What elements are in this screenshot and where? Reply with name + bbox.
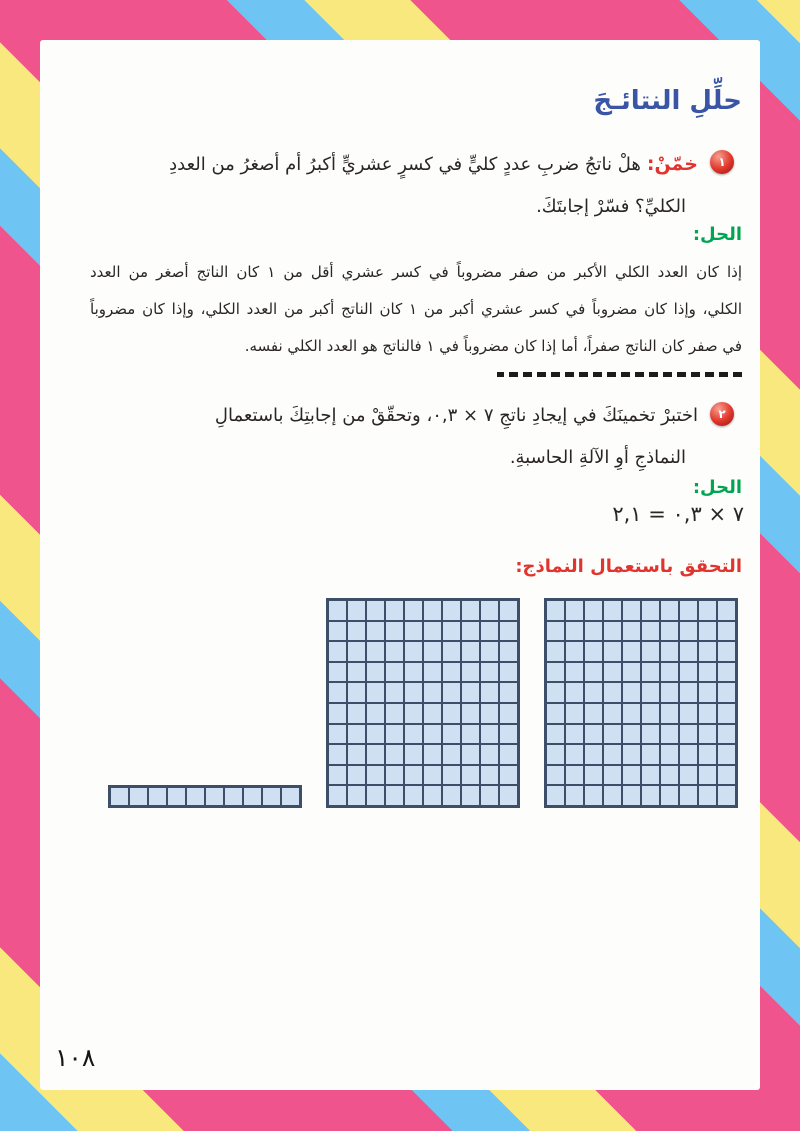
grid-cell bbox=[660, 785, 679, 806]
grid-cell bbox=[679, 641, 698, 662]
grid-cell bbox=[347, 785, 366, 806]
grid-cell bbox=[660, 703, 679, 724]
grid-cell bbox=[328, 744, 347, 765]
grid-cell bbox=[584, 765, 603, 786]
grid-cell bbox=[461, 703, 480, 724]
grid-cell bbox=[385, 744, 404, 765]
grid-cell bbox=[328, 703, 347, 724]
grid-cell bbox=[565, 765, 584, 786]
grid-cell bbox=[641, 621, 660, 642]
grid-cell bbox=[546, 621, 565, 642]
grid-cell bbox=[404, 641, 423, 662]
grid-cell bbox=[347, 662, 366, 683]
grid-cell bbox=[423, 641, 442, 662]
grid-cell bbox=[366, 641, 385, 662]
grid-cell bbox=[366, 703, 385, 724]
grid-cell bbox=[660, 621, 679, 642]
grid-cell bbox=[717, 703, 736, 724]
grid-cell bbox=[262, 787, 281, 806]
grid-cell bbox=[679, 744, 698, 765]
section-heading: حلِّلِ النتائـجَ bbox=[593, 86, 742, 116]
multiplication-equation: ٧ × ٠,٣ = ٢,١ bbox=[612, 502, 744, 526]
grid-cell bbox=[641, 785, 660, 806]
grid-cell bbox=[679, 785, 698, 806]
grid-cell bbox=[328, 641, 347, 662]
grid-cell bbox=[385, 703, 404, 724]
grid-cell bbox=[404, 724, 423, 745]
grid-cell bbox=[679, 600, 698, 621]
grid-cell bbox=[385, 765, 404, 786]
grid-cell bbox=[499, 641, 518, 662]
grid-cell bbox=[442, 662, 461, 683]
grid-cell bbox=[442, 744, 461, 765]
question-2-line-2: النماذجِ أوِ الآلةِ الحاسبةِ. bbox=[509, 447, 686, 468]
grid-cell bbox=[546, 641, 565, 662]
grid-cell bbox=[328, 785, 347, 806]
grid-cell bbox=[622, 785, 641, 806]
grid-cell bbox=[679, 765, 698, 786]
grid-cell bbox=[328, 621, 347, 642]
grid-cell bbox=[660, 641, 679, 662]
grid-cell bbox=[565, 744, 584, 765]
question-1-text: هلْ ناتجُ ضربِ عددٍ كليٍّ في كسرٍ عشريٍّ أكبرُ أم أصغرُ من العددِ bbox=[169, 154, 641, 175]
grid-cell bbox=[461, 621, 480, 642]
grid-cell bbox=[423, 744, 442, 765]
grid-cell bbox=[461, 765, 480, 786]
grid-cell bbox=[404, 765, 423, 786]
grid-cell bbox=[660, 744, 679, 765]
grid-cell bbox=[423, 785, 442, 806]
grid-cell bbox=[584, 662, 603, 683]
question-1 bbox=[80, 143, 742, 228]
grid-cell bbox=[660, 724, 679, 745]
grid-cell bbox=[698, 703, 717, 724]
grid-cell bbox=[584, 621, 603, 642]
grid-cell bbox=[499, 765, 518, 786]
grid-cell bbox=[698, 682, 717, 703]
grid-cell bbox=[641, 600, 660, 621]
grid-cell bbox=[622, 703, 641, 724]
grid-cell bbox=[423, 765, 442, 786]
grid-cell bbox=[622, 662, 641, 683]
grid-cell bbox=[480, 744, 499, 765]
grid-cell bbox=[480, 682, 499, 703]
question-2-line-1: اختبرْ تخمينَكَ في إيجادِ ناتجِ ٧ × ٠,٣، وتحقّقْ من إجابتِكَ باستعمالِ bbox=[214, 405, 698, 426]
question-1-line-2: الكليِّ؟ فسّرْ إجابتَكَ. bbox=[536, 196, 686, 217]
grid-cell bbox=[347, 600, 366, 621]
grid-cell bbox=[698, 662, 717, 683]
grid-cell bbox=[347, 703, 366, 724]
grid-cell bbox=[385, 724, 404, 745]
grid-cell bbox=[565, 641, 584, 662]
page-number: ١٠٨ bbox=[55, 1043, 96, 1072]
grid-cell bbox=[347, 744, 366, 765]
solution-paragraph bbox=[90, 254, 742, 365]
dashed-separator bbox=[497, 372, 742, 377]
grid-cell bbox=[328, 682, 347, 703]
grid-cell bbox=[205, 787, 224, 806]
grid-cell bbox=[717, 744, 736, 765]
grid-cell bbox=[423, 600, 442, 621]
grid-cell bbox=[622, 621, 641, 642]
grid-cell bbox=[499, 724, 518, 745]
grid-cell bbox=[461, 744, 480, 765]
grid-cell bbox=[243, 787, 262, 806]
grid-cell bbox=[584, 703, 603, 724]
grid-cell bbox=[281, 787, 300, 806]
grid-cell bbox=[328, 662, 347, 683]
grid-cell bbox=[622, 724, 641, 745]
grid-cell bbox=[404, 662, 423, 683]
grid-cell bbox=[499, 662, 518, 683]
grid-cell bbox=[641, 641, 660, 662]
grid-cell bbox=[565, 662, 584, 683]
grid-cell bbox=[328, 765, 347, 786]
textbook-page bbox=[40, 40, 760, 1090]
grid-cell bbox=[584, 600, 603, 621]
grid-cell bbox=[603, 744, 622, 765]
grid-cell bbox=[565, 621, 584, 642]
grid-cell bbox=[603, 724, 622, 745]
grid-cell bbox=[385, 641, 404, 662]
grid-cell bbox=[698, 744, 717, 765]
grid-cell bbox=[698, 785, 717, 806]
grid-cell bbox=[366, 662, 385, 683]
grid-cell bbox=[461, 785, 480, 806]
grid-cell bbox=[480, 641, 499, 662]
grid-cell bbox=[404, 703, 423, 724]
grid-cell bbox=[603, 662, 622, 683]
grid-cell bbox=[546, 785, 565, 806]
grid-cell bbox=[423, 703, 442, 724]
grid-cell bbox=[461, 724, 480, 745]
grid-cell bbox=[461, 662, 480, 683]
grid-cell bbox=[546, 765, 565, 786]
grid-cell bbox=[546, 724, 565, 745]
grid-cell bbox=[385, 600, 404, 621]
grid-cell bbox=[565, 785, 584, 806]
grid-cell bbox=[679, 682, 698, 703]
grid-cell bbox=[480, 785, 499, 806]
grid-cell bbox=[404, 744, 423, 765]
grid-cell bbox=[385, 682, 404, 703]
grid-cell bbox=[366, 621, 385, 642]
grid-cell bbox=[565, 600, 584, 621]
grid-cell bbox=[584, 724, 603, 745]
grid-cell bbox=[423, 682, 442, 703]
paragraph-line-2: الكلي، وإذا كان مضروباً في كسر عشري أكبر من ١ كان الناتج أكبر من العدد الكلي، وإذا كان مضروباً bbox=[90, 300, 742, 318]
grid-cell bbox=[366, 744, 385, 765]
grid-cell bbox=[584, 641, 603, 662]
grid-cell bbox=[603, 621, 622, 642]
grid-cell bbox=[366, 724, 385, 745]
grid-cell bbox=[186, 787, 205, 806]
whole-grid-model-2 bbox=[326, 598, 520, 808]
grid-cell bbox=[442, 621, 461, 642]
question-2 bbox=[80, 395, 742, 479]
grid-cell bbox=[347, 724, 366, 745]
grid-cell bbox=[385, 662, 404, 683]
grid-cell bbox=[499, 682, 518, 703]
solution-label-1: الحل: bbox=[692, 224, 742, 245]
grid-cell bbox=[442, 600, 461, 621]
grid-cell bbox=[442, 724, 461, 745]
grid-cell bbox=[366, 600, 385, 621]
grid-cell bbox=[584, 785, 603, 806]
grid-cell bbox=[717, 621, 736, 642]
grid-cell bbox=[385, 785, 404, 806]
grid-cell bbox=[328, 600, 347, 621]
grid-cell bbox=[679, 662, 698, 683]
grid-cell bbox=[641, 682, 660, 703]
grid-cell bbox=[442, 703, 461, 724]
grid-cell bbox=[660, 662, 679, 683]
grid-cell bbox=[603, 641, 622, 662]
grid-cell bbox=[366, 682, 385, 703]
grid-cell bbox=[698, 621, 717, 642]
paragraph-line-1: إذا كان العدد الكلي الأكبر من صفر مضروباً في كسر عشري أقل من ١ كان الناتج أصغر من العدد bbox=[90, 263, 742, 281]
decimal-models-row bbox=[108, 598, 738, 808]
grid-cell bbox=[129, 787, 148, 806]
grid-cell bbox=[404, 682, 423, 703]
check-models-label: التحقق باستعمال النماذج: bbox=[515, 556, 742, 577]
grid-cell bbox=[584, 682, 603, 703]
question-1-lead: خمّنْ: bbox=[646, 153, 698, 175]
grid-cell bbox=[480, 724, 499, 745]
grid-cell bbox=[461, 600, 480, 621]
question-1-line-1 bbox=[80, 143, 742, 186]
grid-cell bbox=[546, 682, 565, 703]
grid-cell bbox=[148, 787, 167, 806]
grid-cell bbox=[717, 765, 736, 786]
grid-cell bbox=[546, 744, 565, 765]
grid-cell bbox=[423, 621, 442, 642]
grid-cell bbox=[442, 641, 461, 662]
grid-cell bbox=[366, 785, 385, 806]
grid-cell bbox=[565, 703, 584, 724]
grid-cell bbox=[499, 703, 518, 724]
grid-cell bbox=[622, 744, 641, 765]
grid-cell bbox=[660, 682, 679, 703]
whole-grid-model-1 bbox=[544, 598, 738, 808]
grid-cell bbox=[698, 600, 717, 621]
grid-cell bbox=[641, 765, 660, 786]
grid-cell bbox=[347, 621, 366, 642]
grid-cell bbox=[442, 682, 461, 703]
grid-cell bbox=[603, 703, 622, 724]
grid-cell bbox=[546, 600, 565, 621]
grid-cell bbox=[603, 765, 622, 786]
grid-cell bbox=[328, 724, 347, 745]
grid-cell bbox=[717, 724, 736, 745]
grid-cell bbox=[641, 724, 660, 745]
grid-cell bbox=[404, 785, 423, 806]
grid-cell bbox=[603, 682, 622, 703]
grid-cell bbox=[461, 682, 480, 703]
question-2-number-badge: ٢ bbox=[710, 402, 734, 426]
grid-cell bbox=[584, 744, 603, 765]
grid-cell bbox=[660, 765, 679, 786]
grid-cell bbox=[499, 785, 518, 806]
grid-cell bbox=[499, 621, 518, 642]
grid-cell bbox=[660, 600, 679, 621]
grid-cell bbox=[423, 662, 442, 683]
grid-cell bbox=[679, 703, 698, 724]
grid-cell bbox=[622, 682, 641, 703]
grid-cell bbox=[480, 662, 499, 683]
grid-cell bbox=[717, 600, 736, 621]
tenth-strip-model bbox=[108, 785, 302, 808]
grid-cell bbox=[442, 765, 461, 786]
grid-cell bbox=[546, 703, 565, 724]
grid-cell bbox=[347, 641, 366, 662]
grid-cell bbox=[423, 724, 442, 745]
grid-cell bbox=[679, 724, 698, 745]
grid-cell bbox=[442, 785, 461, 806]
grid-cell bbox=[565, 682, 584, 703]
solution-label-2: الحل: bbox=[692, 477, 742, 498]
grid-cell bbox=[565, 724, 584, 745]
grid-cell bbox=[461, 641, 480, 662]
grid-cell bbox=[679, 621, 698, 642]
grid-cell bbox=[480, 703, 499, 724]
grid-cell bbox=[347, 765, 366, 786]
grid-cell bbox=[385, 621, 404, 642]
grid-cell bbox=[717, 682, 736, 703]
grid-cell bbox=[480, 600, 499, 621]
grid-cell bbox=[110, 787, 129, 806]
paragraph-line-3: في صفر كان الناتج صفراً، أما إذا كان مضروباً في ١ فالناتج هو العدد الكلي نفسه. bbox=[244, 337, 742, 355]
grid-cell bbox=[366, 765, 385, 786]
question-1-number-badge: ١ bbox=[710, 150, 734, 174]
grid-cell bbox=[224, 787, 243, 806]
grid-cell bbox=[404, 621, 423, 642]
grid-cell bbox=[499, 600, 518, 621]
grid-cell bbox=[546, 662, 565, 683]
grid-cell bbox=[622, 600, 641, 621]
grid-cell bbox=[622, 765, 641, 786]
grid-cell bbox=[480, 765, 499, 786]
grid-cell bbox=[717, 662, 736, 683]
grid-cell bbox=[641, 703, 660, 724]
grid-cell bbox=[622, 641, 641, 662]
grid-cell bbox=[698, 641, 717, 662]
grid-cell bbox=[167, 787, 186, 806]
grid-cell bbox=[698, 765, 717, 786]
grid-cell bbox=[717, 785, 736, 806]
grid-cell bbox=[404, 600, 423, 621]
grid-cell bbox=[641, 744, 660, 765]
grid-cell bbox=[641, 662, 660, 683]
grid-cell bbox=[499, 744, 518, 765]
grid-cell bbox=[480, 621, 499, 642]
grid-cell bbox=[698, 724, 717, 745]
grid-cell bbox=[347, 682, 366, 703]
grid-cell bbox=[603, 600, 622, 621]
grid-cell bbox=[717, 641, 736, 662]
grid-cell bbox=[603, 785, 622, 806]
